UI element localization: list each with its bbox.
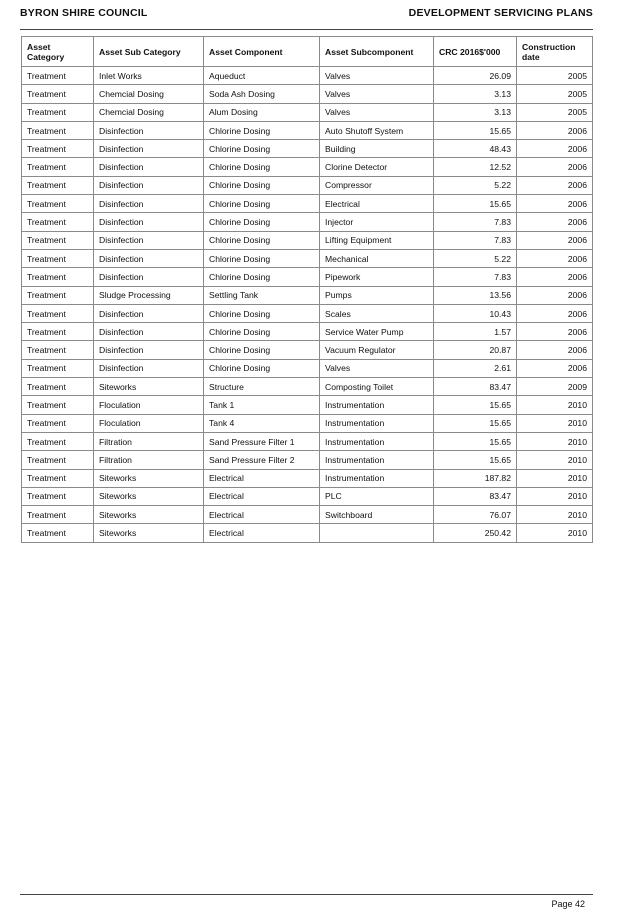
council-name: BYRON SHIRE COUNCIL — [20, 7, 148, 19]
table-row — [22, 341, 593, 359]
cell-component: Chlorine Dosing — [204, 121, 320, 139]
cell-component: Sand Pressure Filter 2 — [204, 451, 320, 469]
cell-crc: 26.09 — [434, 67, 517, 85]
cell-category: Treatment — [22, 213, 94, 231]
cell-crc: 15.65 — [434, 414, 517, 432]
cell-component: Aqueduct — [204, 67, 320, 85]
cell-sub-category: Chemcial Dosing — [94, 103, 204, 121]
cell-category: Treatment — [22, 121, 94, 139]
cell-date: 2010 — [517, 487, 593, 505]
header-row — [22, 37, 593, 67]
cell-date: 2006 — [517, 286, 593, 304]
cell-category: Treatment — [22, 396, 94, 414]
cell-subcomponent: Valves — [320, 67, 434, 85]
cell-subcomponent: Auto Shutoff System — [320, 121, 434, 139]
table-row — [22, 85, 593, 103]
cell-subcomponent: Mechanical — [320, 249, 434, 267]
table-row — [22, 140, 593, 158]
cell-subcomponent — [320, 524, 434, 542]
cell-date: 2010 — [517, 469, 593, 487]
col-asset-sub-category: Asset Sub Category — [94, 37, 204, 67]
cell-sub-category: Disinfection — [94, 249, 204, 267]
cell-crc: 83.47 — [434, 378, 517, 396]
cell-category: Treatment — [22, 231, 94, 249]
cell-date: 2006 — [517, 158, 593, 176]
cell-category: Treatment — [22, 487, 94, 505]
footer-divider — [20, 894, 593, 895]
cell-subcomponent: Instrumentation — [320, 451, 434, 469]
table-row — [22, 195, 593, 213]
cell-component: Structure — [204, 378, 320, 396]
cell-component: Electrical — [204, 506, 320, 524]
cell-crc: 5.22 — [434, 249, 517, 267]
cell-category: Treatment — [22, 140, 94, 158]
cell-category: Treatment — [22, 432, 94, 450]
cell-sub-category: Siteworks — [94, 469, 204, 487]
cell-subcomponent: Scales — [320, 304, 434, 322]
cell-sub-category: Disinfection — [94, 323, 204, 341]
col-asset-subcomponent: Asset Subcomponent — [320, 37, 434, 67]
cell-date: 2010 — [517, 506, 593, 524]
cell-crc: 12.52 — [434, 158, 517, 176]
cell-sub-category: Sludge Processing — [94, 286, 204, 304]
cell-date: 2006 — [517, 268, 593, 286]
cell-component: Electrical — [204, 469, 320, 487]
col-asset-component: Asset Component — [204, 37, 320, 67]
cell-sub-category: Inlet Works — [94, 67, 204, 85]
cell-crc: 13.56 — [434, 286, 517, 304]
cell-sub-category: Disinfection — [94, 341, 204, 359]
cell-date: 2009 — [517, 378, 593, 396]
table-row — [22, 359, 593, 377]
cell-subcomponent: Valves — [320, 359, 434, 377]
table-row — [22, 213, 593, 231]
cell-subcomponent: Building — [320, 140, 434, 158]
cell-component: Electrical — [204, 487, 320, 505]
cell-sub-category: Filtration — [94, 451, 204, 469]
cell-sub-category: Disinfection — [94, 140, 204, 158]
cell-sub-category: Disinfection — [94, 304, 204, 322]
cell-date: 2006 — [517, 121, 593, 139]
cell-date: 2010 — [517, 432, 593, 450]
cell-crc: 1.57 — [434, 323, 517, 341]
cell-sub-category: Siteworks — [94, 378, 204, 396]
cell-subcomponent: Switchboard — [320, 506, 434, 524]
cell-sub-category: Disinfection — [94, 213, 204, 231]
cell-component: Chlorine Dosing — [204, 195, 320, 213]
cell-subcomponent: Instrumentation — [320, 396, 434, 414]
cell-sub-category: Filtration — [94, 432, 204, 450]
cell-sub-category: Chemcial Dosing — [94, 85, 204, 103]
cell-subcomponent: Compressor — [320, 176, 434, 194]
cell-category: Treatment — [22, 158, 94, 176]
document-title: DEVELOPMENT SERVICING PLANS — [408, 7, 593, 19]
cell-crc: 20.87 — [434, 341, 517, 359]
cell-subcomponent: PLC — [320, 487, 434, 505]
cell-crc: 3.13 — [434, 103, 517, 121]
cell-crc: 7.83 — [434, 213, 517, 231]
cell-component: Chlorine Dosing — [204, 323, 320, 341]
table-row — [22, 524, 593, 542]
table-body — [22, 67, 593, 543]
cell-crc: 15.65 — [434, 432, 517, 450]
col-asset-category: Asset Category — [22, 37, 94, 67]
cell-crc: 10.43 — [434, 304, 517, 322]
cell-category: Treatment — [22, 103, 94, 121]
asset-table — [21, 36, 593, 543]
cell-sub-category: Floculation — [94, 414, 204, 432]
table-row — [22, 487, 593, 505]
table-row — [22, 469, 593, 487]
table-row — [22, 176, 593, 194]
table-row — [22, 378, 593, 396]
cell-date: 2006 — [517, 195, 593, 213]
cell-subcomponent: Service Water Pump — [320, 323, 434, 341]
cell-date: 2006 — [517, 231, 593, 249]
page-number: Page 42 — [551, 899, 585, 909]
cell-crc: 5.22 — [434, 176, 517, 194]
cell-subcomponent: Electrical — [320, 195, 434, 213]
cell-sub-category: Disinfection — [94, 176, 204, 194]
table-row — [22, 323, 593, 341]
col-crc: CRC 2016$'000 — [434, 37, 517, 67]
cell-subcomponent: Composting Toilet — [320, 378, 434, 396]
table-row — [22, 67, 593, 85]
cell-date: 2010 — [517, 396, 593, 414]
cell-subcomponent: Instrumentation — [320, 469, 434, 487]
table-row — [22, 414, 593, 432]
cell-category: Treatment — [22, 195, 94, 213]
cell-subcomponent: Pipework — [320, 268, 434, 286]
table-row — [22, 396, 593, 414]
cell-category: Treatment — [22, 506, 94, 524]
table-row — [22, 249, 593, 267]
table-row — [22, 451, 593, 469]
cell-sub-category: Siteworks — [94, 506, 204, 524]
cell-component: Chlorine Dosing — [204, 268, 320, 286]
table-row — [22, 432, 593, 450]
cell-component: Tank 1 — [204, 396, 320, 414]
table-row — [22, 286, 593, 304]
cell-subcomponent: Clorine Detector — [320, 158, 434, 176]
table-row — [22, 121, 593, 139]
cell-component: Chlorine Dosing — [204, 213, 320, 231]
cell-component: Chlorine Dosing — [204, 341, 320, 359]
cell-category: Treatment — [22, 524, 94, 542]
cell-date: 2005 — [517, 103, 593, 121]
table-row — [22, 103, 593, 121]
cell-date: 2010 — [517, 524, 593, 542]
cell-sub-category: Floculation — [94, 396, 204, 414]
cell-subcomponent: Instrumentation — [320, 432, 434, 450]
col-construction-date: Construction date — [517, 37, 593, 67]
cell-component: Electrical — [204, 524, 320, 542]
cell-date: 2010 — [517, 451, 593, 469]
cell-date: 2010 — [517, 414, 593, 432]
cell-component: Settling Tank — [204, 286, 320, 304]
cell-category: Treatment — [22, 268, 94, 286]
cell-subcomponent: Pumps — [320, 286, 434, 304]
cell-date: 2005 — [517, 67, 593, 85]
cell-category: Treatment — [22, 67, 94, 85]
cell-crc: 7.83 — [434, 268, 517, 286]
cell-component: Chlorine Dosing — [204, 231, 320, 249]
cell-component: Tank 4 — [204, 414, 320, 432]
cell-category: Treatment — [22, 176, 94, 194]
cell-sub-category: Disinfection — [94, 195, 204, 213]
cell-date: 2006 — [517, 359, 593, 377]
cell-crc: 187.82 — [434, 469, 517, 487]
cell-subcomponent: Valves — [320, 85, 434, 103]
cell-sub-category: Disinfection — [94, 268, 204, 286]
cell-crc: 15.65 — [434, 121, 517, 139]
cell-component: Chlorine Dosing — [204, 140, 320, 158]
cell-category: Treatment — [22, 469, 94, 487]
cell-sub-category: Siteworks — [94, 524, 204, 542]
cell-crc: 48.43 — [434, 140, 517, 158]
cell-sub-category: Disinfection — [94, 158, 204, 176]
cell-date: 2006 — [517, 304, 593, 322]
table-row — [22, 304, 593, 322]
cell-crc: 83.47 — [434, 487, 517, 505]
cell-category: Treatment — [22, 414, 94, 432]
cell-subcomponent: Instrumentation — [320, 414, 434, 432]
cell-sub-category: Disinfection — [94, 231, 204, 249]
cell-component: Chlorine Dosing — [204, 359, 320, 377]
cell-category: Treatment — [22, 323, 94, 341]
cell-crc: 15.65 — [434, 396, 517, 414]
cell-category: Treatment — [22, 451, 94, 469]
cell-component: Chlorine Dosing — [204, 158, 320, 176]
cell-category: Treatment — [22, 304, 94, 322]
cell-date: 2006 — [517, 249, 593, 267]
cell-date: 2006 — [517, 341, 593, 359]
cell-crc: 15.65 — [434, 195, 517, 213]
cell-component: Chlorine Dosing — [204, 249, 320, 267]
cell-category: Treatment — [22, 378, 94, 396]
table-row — [22, 506, 593, 524]
cell-subcomponent: Valves — [320, 103, 434, 121]
cell-crc: 76.07 — [434, 506, 517, 524]
cell-component: Chlorine Dosing — [204, 304, 320, 322]
cell-date: 2006 — [517, 213, 593, 231]
cell-sub-category: Siteworks — [94, 487, 204, 505]
cell-crc: 7.83 — [434, 231, 517, 249]
table-header — [22, 37, 593, 67]
cell-subcomponent: Injector — [320, 213, 434, 231]
cell-date: 2005 — [517, 85, 593, 103]
cell-category: Treatment — [22, 85, 94, 103]
cell-component: Sand Pressure Filter 1 — [204, 432, 320, 450]
cell-component: Alum Dosing — [204, 103, 320, 121]
table-row — [22, 268, 593, 286]
cell-category: Treatment — [22, 341, 94, 359]
cell-crc: 250.42 — [434, 524, 517, 542]
table-row — [22, 158, 593, 176]
cell-crc: 3.13 — [434, 85, 517, 103]
cell-date: 2006 — [517, 176, 593, 194]
table-row — [22, 231, 593, 249]
cell-subcomponent: Vacuum Regulator — [320, 341, 434, 359]
page-header — [20, 7, 593, 30]
cell-category: Treatment — [22, 359, 94, 377]
cell-date: 2006 — [517, 140, 593, 158]
cell-crc: 15.65 — [434, 451, 517, 469]
cell-sub-category: Disinfection — [94, 121, 204, 139]
cell-date: 2006 — [517, 323, 593, 341]
cell-category: Treatment — [22, 286, 94, 304]
cell-component: Soda Ash Dosing — [204, 85, 320, 103]
cell-component: Chlorine Dosing — [204, 176, 320, 194]
cell-category: Treatment — [22, 249, 94, 267]
cell-crc: 2.61 — [434, 359, 517, 377]
cell-subcomponent: Lifting Equipment — [320, 231, 434, 249]
cell-sub-category: Disinfection — [94, 359, 204, 377]
